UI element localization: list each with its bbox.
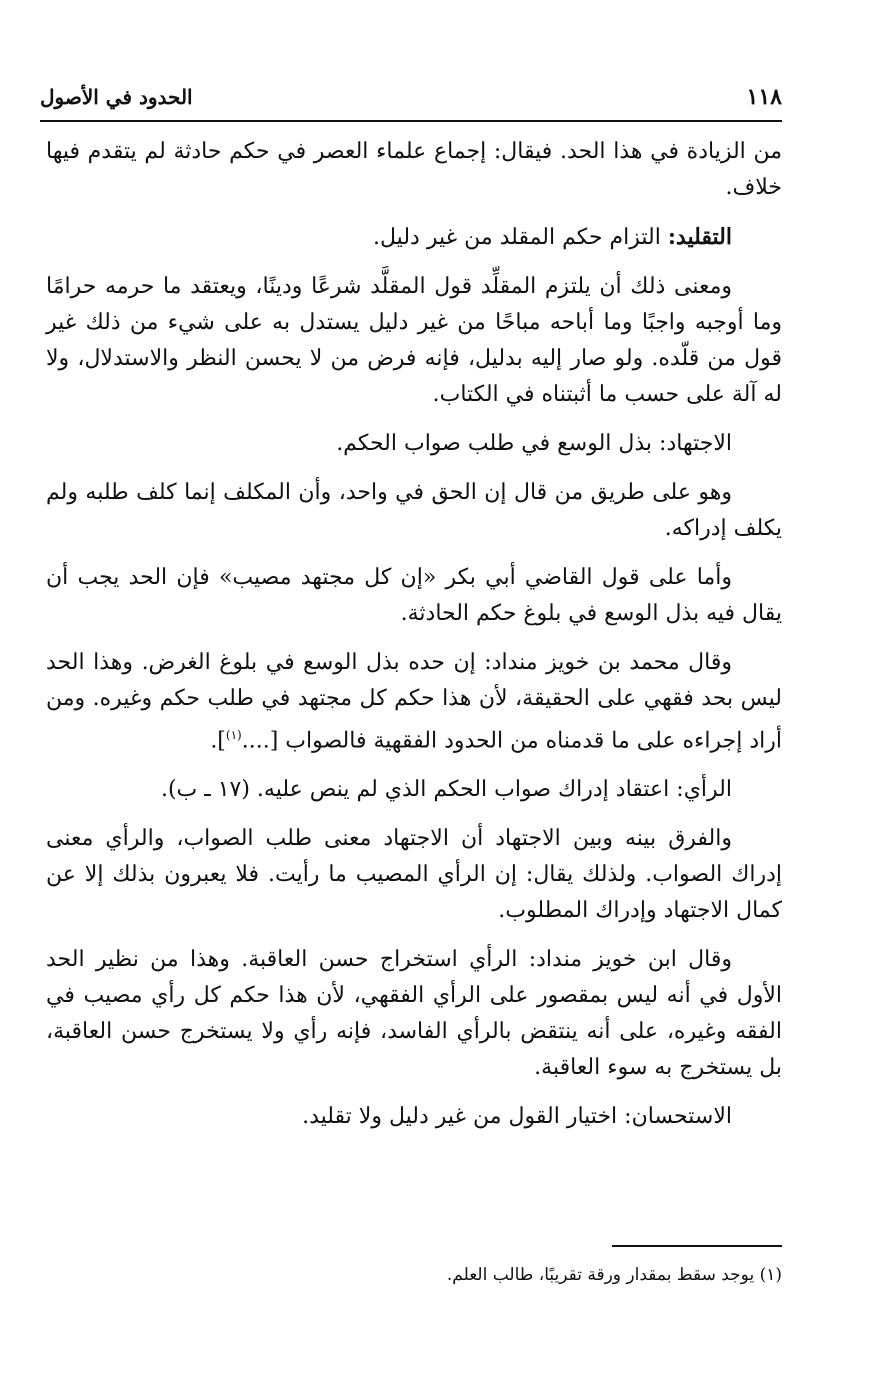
paragraph-text: التزام حكم المقلد من غير دليل.	[373, 225, 668, 250]
paragraph-istihsan-definition	[46, 1099, 782, 1135]
paragraph-ray-difference	[46, 821, 782, 929]
paragraph-text: وقال محمد بن خويز منداد: إن حده بذل الوسع في بلوغ الغرض. وهذا الحد ليس بحد فقهي على الحقيقة، لأن هذا حكم كل مجتهد في طلب حكم وغيره. ومن أراد إجراءه على ما قدمناه من الحدود الفقهية فالصواب [....	[46, 650, 782, 754]
paragraph-text: وقال ابن خويز منداد: الرأي استخراج حسن العاقبة. وهذا من نظير الحد الأول في أنه ليس بمقصور على الرأي الفقهي، لأن هذا حكم كل رأي مصيب في الفقه وغيره، على أنه ينتقض بالرأي الفاسد، فإنه رأي ولا يستخرج حسن العاقبة، بل يستخرج به سوء العاقبة.	[46, 947, 782, 1081]
paragraph-text-end: ].	[210, 728, 226, 754]
paragraph-ijma-continuation	[46, 134, 782, 206]
paragraph-ibn-khuwayz-ijtihad	[46, 645, 782, 759]
paragraph-text: من الزيادة في هذا الحد. فيقال: إجماع علماء العصر في حكم حادثة لم يتقدم فيها خلاف.	[46, 139, 782, 200]
paragraph-taqlid-meaning	[46, 269, 782, 413]
term-taqlid: التقليد:	[667, 224, 732, 250]
paragraph-text: الرأي: اعتقاد إدراك صواب الحكم الذي لم ينص عليه. (١٧ ـ ب).	[160, 777, 732, 803]
body-text	[46, 134, 782, 1148]
page-header	[40, 82, 782, 112]
running-title: الحدود في الأصول	[40, 85, 193, 109]
paragraph-ray-definition	[46, 772, 782, 808]
paragraph-text: ومعنى ذلك أن يلتزم المقلِّد قول المقلَّد شرعًا ودينًا، ويعتقد ما حرمه حرامًا وما أوجبه واجبًا وما أباحه مباحًا من غير دليل يستدل به على شيء من ذلك غير قول من قلّده. ولو صار إليه بدليل، فإنه فرض من لا يحسن النظر والاستدلال، ولا له آلة على حسب ما أثبتناه في الكتاب.	[46, 274, 782, 407]
paragraph-text: وهو على طريق من قال إن الحق في واحد، وأن المكلف إنما كلف طلبه ولم يكلف إدراكه.	[46, 480, 782, 541]
paragraph-taqlid-definition	[46, 219, 782, 256]
footnote-text: يوجد سقط بمقدار ورقة تقريبًا، طالب العلم.	[446, 1265, 755, 1285]
footnote-number: (١)	[759, 1265, 782, 1285]
footnote-reference: (١)	[225, 728, 242, 742]
paragraph-ibn-khuwayz-ray	[46, 942, 782, 1086]
paragraph-ijtihad-definition	[46, 426, 782, 462]
paragraph-ijtihad-note	[46, 475, 782, 547]
footnote	[46, 1262, 782, 1288]
footnote-rule	[612, 1245, 782, 1247]
paragraph-text: والفرق بينه وبين الاجتهاد أن الاجتهاد معنى طلب الصواب، والرأي معنى إدراك الصواب. ولذلك يقال: إن الرأي المصيب ما رأيت. فلا يعبرون بذلك إلا عن كمال الاجتهاد وإدراك المطلوب.	[46, 826, 782, 924]
page-number: ١١٨	[746, 84, 782, 110]
header-rule	[40, 120, 782, 122]
paragraph-qadi-abu-bakr	[46, 560, 782, 632]
paragraph-text: الاستحسان: اختيار القول من غير دليل ولا تقليد.	[302, 1104, 732, 1130]
paragraph-text: وأما على قول القاضي أبي بكر «إن كل مجتهد مصيب» فإن الحد يجب أن يقال فيه بذل الوسع في بلوغ حكم الحادثة.	[46, 565, 782, 626]
paragraph-text: الاجتهاد: بذل الوسع في طلب صواب الحكم.	[336, 431, 732, 456]
